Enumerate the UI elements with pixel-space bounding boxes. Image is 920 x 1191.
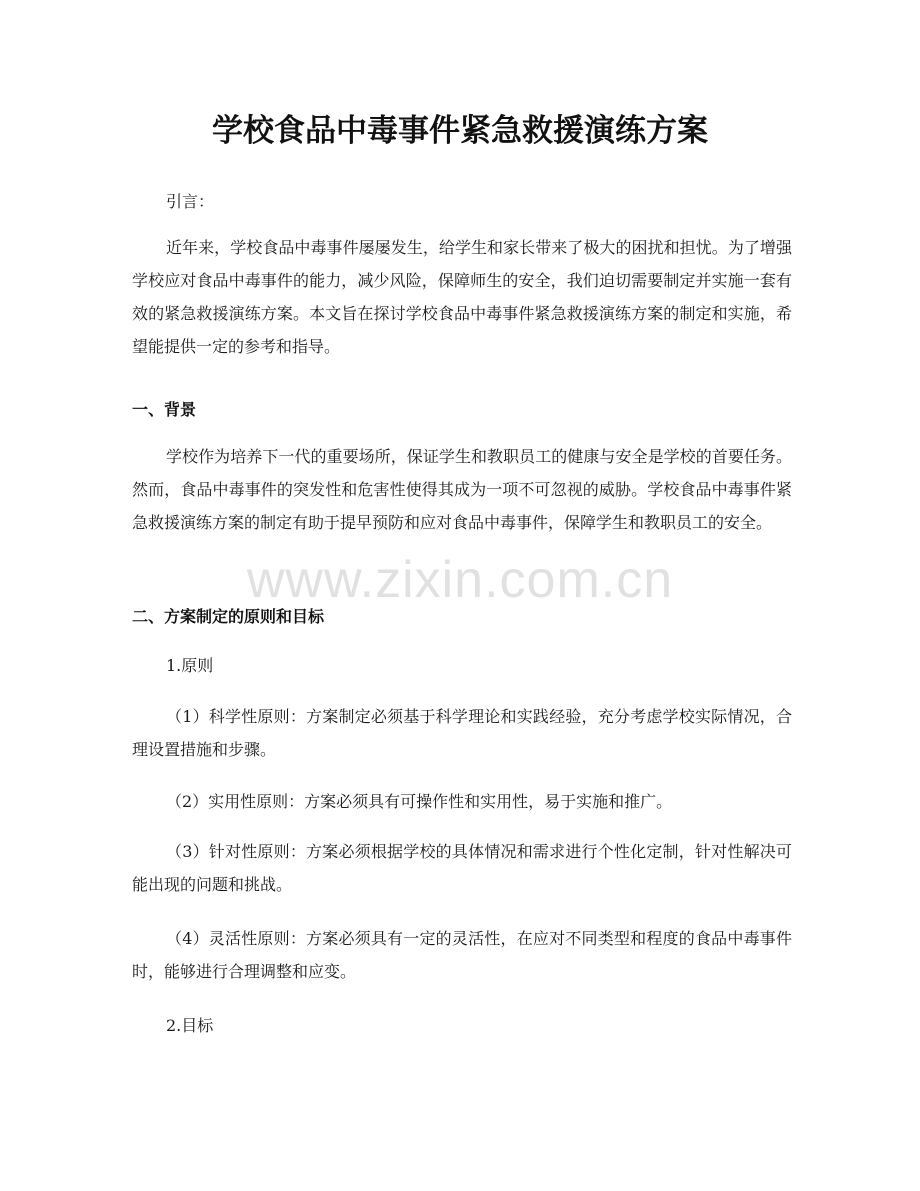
section-heading-principles: 二、方案制定的原则和目标 [132, 607, 325, 626]
background-paragraph: 学校作为培养下一代的重要场所，保证学生和教职员工的健康与安全是学校的首要任务。然而，食品中毒事件的突发性和危害性使得其成为一项不可忽视的威胁。学校食品中毒事件紧急救援演练方案的制定有助于提早预防和应对食品中毒事件，保障学生和教职员工的安全。 [132, 447, 792, 532]
document-title: 学校食品中毒事件紧急救援演练方案 [212, 113, 708, 149]
principles-label: 1.原则 [166, 656, 214, 675]
intro-paragraph: 近年来，学校食品中毒事件屡屡发生，给学生和家长带来了极大的困扰和担忧。为了增强学校应对食品中毒事件的能力，减少风险，保障师生的安全，我们迫切需要制定并实施一套有效的紧急救援演练方案。本文旨在探讨学校食品中毒事件紧急救援演练方案的制定和实施，希望能提供一定的参考和指导。 [132, 238, 792, 356]
section-heading-background: 一、背景 [132, 400, 197, 419]
principle-practical: （2）实用性原则：方案必须具有可操作性和实用性，易于实施和推广。 [166, 792, 673, 811]
intro-label: 引言： [166, 192, 215, 211]
watermark: www.zixin.com.cn [246, 551, 674, 609]
goals-label: 2.目标 [166, 1016, 214, 1035]
principle-flexible: （4）灵活性原则：方案必须具有一定的灵活性，在应对不同类型和程度的食品中毒事件时，能够进行合理调整和应变。 [132, 929, 792, 981]
principle-targeted: （3）针对性原则：方案必须根据学校的具体情况和需求进行个性化定制，针对性解决可能出现的问题和挑战。 [132, 842, 792, 894]
principle-scientific: （1）科学性原则：方案制定必须基于科学理论和实践经验，充分考虑学校实际情况，合理设置措施和步骤。 [132, 707, 792, 759]
